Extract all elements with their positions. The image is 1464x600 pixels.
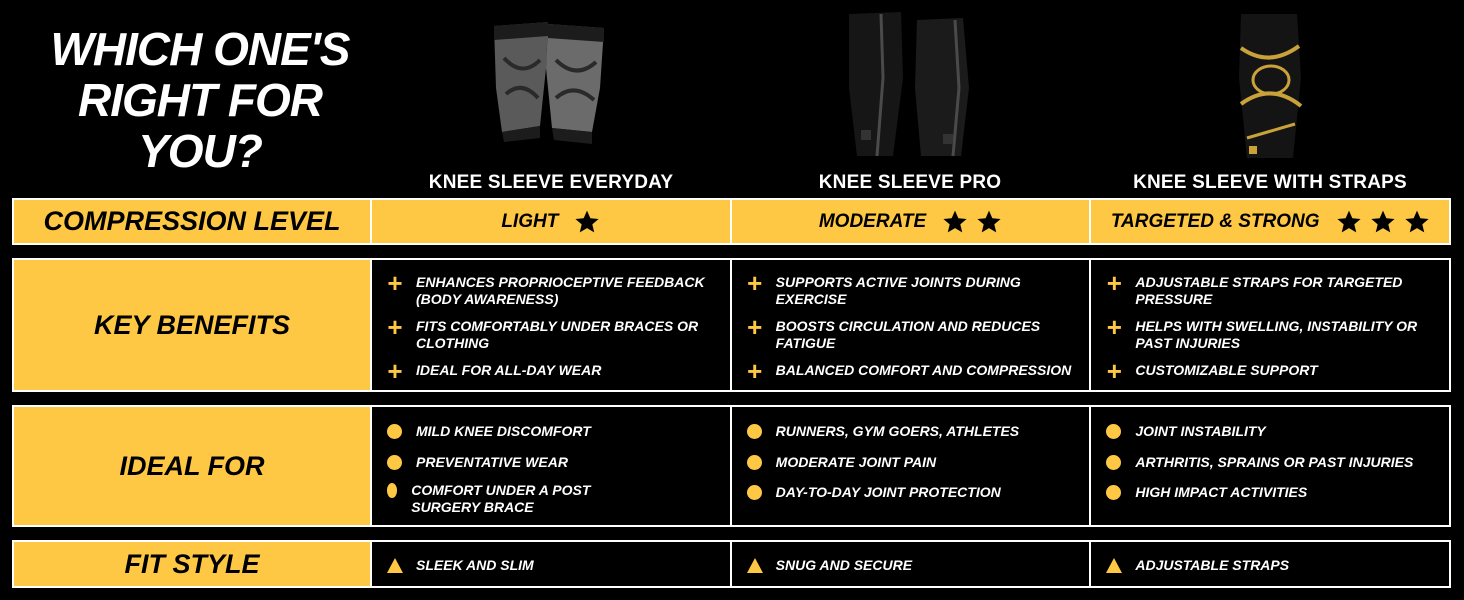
ideal-for-label: IDEAL FOR: [14, 407, 372, 525]
headline-line-1: WHICH ONE'S: [50, 23, 350, 75]
product-everyday: [372, 8, 730, 194]
list-item-text: JOINT INSTABILITY: [1135, 423, 1266, 439]
list-item: [746, 454, 1084, 471]
list-item-text: IDEAL FOR ALL-DAY WEAR: [416, 362, 602, 378]
list-item: [746, 268, 1084, 308]
list-item-text: PREVENTATIVE WEAR: [416, 454, 568, 470]
star-icon: [1336, 209, 1362, 235]
key-benefits-everyday: [372, 260, 732, 390]
compression-level-text: TARGETED & STRONG: [1110, 210, 1320, 232]
grey-knit-knee-sleeves-photo: [372, 8, 730, 158]
ideal-for-pro: [732, 407, 1092, 525]
plus-icon: +: [387, 356, 403, 386]
bullet-dot-icon: [387, 455, 402, 470]
list-item-text: ARTHRITIS, SPRAINS OR PAST INJURIES: [1135, 454, 1414, 470]
key-benefits-straps: [1091, 260, 1449, 390]
compression-level-straps: [1091, 200, 1449, 243]
plus-icon: +: [747, 268, 763, 298]
compression-level-label: COMPRESSION LEVEL: [14, 200, 372, 243]
list-item-text: HIGH IMPACT ACTIVITIES: [1135, 484, 1308, 500]
list-item: [1105, 454, 1443, 471]
list-item: [386, 482, 620, 516]
bullet-dot-icon: [387, 483, 397, 498]
bullet-dot-icon: [1106, 424, 1121, 439]
compression-level-text: LIGHT: [501, 210, 559, 232]
fit-style-everyday: [372, 542, 732, 586]
list-item: [386, 356, 724, 386]
compression-level-everyday: [372, 200, 732, 243]
list-item: [1105, 356, 1443, 386]
list-item-text: MODERATE JOINT PAIN: [775, 454, 937, 470]
plus-icon: +: [387, 268, 403, 298]
list-item-text: HELPS WITH SWELLING, INSTABILITY OR PAST INJURIES: [1135, 318, 1418, 351]
headline-line-3: YOU?: [138, 125, 262, 177]
list-item: [386, 312, 724, 352]
list-item: [386, 268, 724, 308]
fit-style-straps: [1091, 542, 1449, 586]
list-item-text: SUPPORTS ACTIVE JOINTS DURING EXERCISE: [775, 274, 1021, 307]
list-item: [386, 423, 724, 440]
list-item: [746, 423, 1084, 440]
product-name: KNEE SLEEVE EVERYDAY: [428, 172, 674, 193]
list-item-text: BOOSTS CIRCULATION AND REDUCES FATIGUE: [775, 318, 1041, 351]
key-benefits-row: [12, 258, 1451, 392]
list-item-text: SNUG AND SECURE: [775, 557, 913, 573]
compression-level-text: MODERATE: [818, 210, 927, 232]
ideal-for-straps: [1091, 407, 1449, 525]
list-item: [746, 557, 1084, 575]
star-icon: [1404, 209, 1430, 235]
product-name: KNEE SLEEVE PRO: [818, 172, 1002, 193]
headline: [20, 24, 380, 177]
product-straps: [1091, 8, 1449, 194]
plus-icon: +: [1106, 268, 1122, 298]
list-item: [1105, 423, 1443, 440]
bullet-dot-icon: [1106, 455, 1121, 470]
plus-icon: +: [747, 356, 763, 386]
list-item-text: BALANCED COMFORT AND COMPRESSION: [775, 362, 1072, 378]
list-item-text: MILD KNEE DISCOMFORT: [416, 423, 591, 439]
fit-style-label: FIT STYLE: [14, 542, 372, 586]
list-item-text: RUNNERS, GYM GOERS, ATHLETES: [775, 423, 1020, 439]
star-icon: [574, 209, 600, 235]
list-item: [746, 356, 1084, 386]
key-benefits-label: KEY BENEFITS: [14, 260, 372, 390]
product-pro: [731, 8, 1089, 194]
list-item: [746, 484, 1084, 501]
list-item: [386, 557, 724, 575]
black-gold-strapped-knee-sleeve-photo: [1091, 8, 1449, 158]
list-item: [386, 454, 724, 471]
list-item-text: DAY-TO-DAY JOINT PROTECTION: [775, 484, 1001, 500]
list-item-text: SLEEK AND SLIM: [416, 557, 534, 573]
compression-level-pro: [732, 200, 1092, 243]
fit-style-pro: [732, 542, 1092, 586]
list-item: [746, 312, 1084, 352]
key-benefits-pro: [732, 260, 1092, 390]
bullet-dot-icon: [747, 455, 762, 470]
triangle-icon: [386, 557, 404, 575]
list-item: [1105, 312, 1443, 352]
triangle-icon: [1105, 557, 1123, 575]
plus-icon: +: [1106, 356, 1122, 386]
bullet-dot-icon: [747, 485, 762, 500]
list-item: [1105, 268, 1443, 308]
plus-icon: +: [387, 312, 403, 342]
star-icon: [942, 209, 968, 235]
list-item-text: ADJUSTABLE STRAPS: [1135, 557, 1290, 573]
ideal-for-row: [12, 405, 1451, 527]
list-item-text: COMFORT UNDER A POST SURGERY BRACE: [411, 482, 591, 515]
star-icon: [1370, 209, 1396, 235]
compression-level-row: [12, 198, 1451, 245]
black-knee-sleeves-photo: [731, 8, 1089, 158]
fit-style-row: [12, 540, 1451, 588]
list-item-text: CUSTOMIZABLE SUPPORT: [1135, 362, 1318, 378]
plus-icon: +: [1106, 312, 1122, 342]
star-icon: [976, 209, 1002, 235]
bullet-dot-icon: [747, 424, 762, 439]
list-item-text: FITS COMFORTABLY UNDER BRACES OR CLOTHING: [416, 318, 699, 351]
list-item: [1105, 557, 1443, 575]
list-item-text: ENHANCES PROPRIOCEPTIVE FEEDBACK (BODY AWARENESS): [416, 274, 705, 307]
list-item-text: ADJUSTABLE STRAPS FOR TARGETED PRESSURE: [1135, 274, 1403, 307]
triangle-icon: [746, 557, 764, 575]
ideal-for-everyday: [372, 407, 732, 525]
headline-line-2: RIGHT FOR: [78, 74, 322, 126]
plus-icon: +: [747, 312, 763, 342]
list-item: [1105, 484, 1443, 501]
bullet-dot-icon: [1106, 485, 1121, 500]
product-name: KNEE SLEEVE WITH STRAPS: [1133, 172, 1407, 193]
bullet-dot-icon: [387, 424, 402, 439]
